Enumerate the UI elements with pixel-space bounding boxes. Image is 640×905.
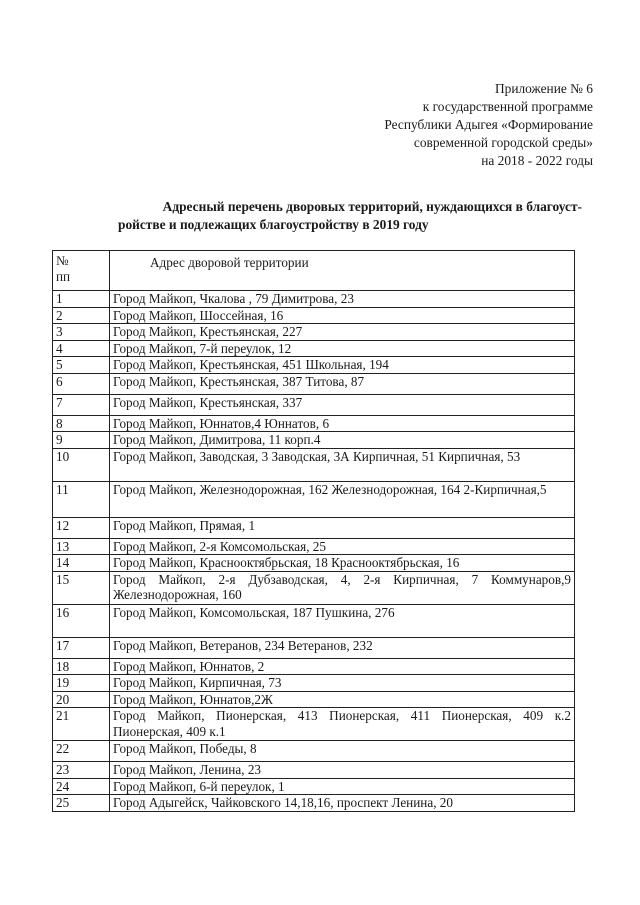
table-row [53, 778, 575, 795]
row-address: Город Майкоп, 2-я Комсомольская, 25 [110, 538, 575, 555]
row-address: Город Майкоп, Ленина, 23 [110, 762, 575, 779]
row-address: Город Майкоп, Ветеранов, 234 Ветеранов, 232 [110, 637, 575, 658]
row-address: Город Майкоп, 7-й переулок, 12 [110, 340, 575, 357]
row-number: 14 [53, 555, 110, 572]
row-address: Город Майкоп, Крестьянская, 387 Титова, 87 [110, 373, 575, 394]
annex-header [384, 80, 593, 170]
annex-line-1: Приложение № 6 [494, 81, 593, 96]
row-address: Город Майкоп, Комсомольская, 187 Пушкина, 276 [110, 604, 575, 637]
row-number: 7 [53, 394, 110, 415]
row-number: 17 [53, 637, 110, 658]
table-row [53, 448, 575, 481]
table-row [53, 691, 575, 708]
table-row [53, 394, 575, 415]
table-row [53, 708, 575, 741]
header-number [53, 251, 110, 291]
row-address: Город Майкоп, Юннатов, 2 [110, 658, 575, 675]
header-number-label: № пп [56, 253, 71, 284]
row-number: 10 [53, 448, 110, 481]
row-number: 15 [53, 571, 110, 604]
row-address: Город Майкоп, Димитрова, 11 корп.4 [110, 432, 575, 449]
row-number: 16 [53, 604, 110, 637]
table-row [53, 658, 575, 675]
table-row [53, 675, 575, 692]
title-line-1: Адресный перечень дворовых территорий, нуждающихся в благоуст- [162, 199, 582, 214]
row-address: Город Майкоп, Крестьянская, 337 [110, 394, 575, 415]
annex-line-5: на 2018 - 2022 годы [481, 153, 593, 168]
table-row [53, 741, 575, 762]
table-row [53, 432, 575, 449]
table-row [53, 481, 575, 517]
row-number: 3 [53, 324, 110, 341]
header-address: Адрес дворовой территории [110, 251, 575, 291]
table-row [53, 357, 575, 374]
row-address: Город Адыгейск, Чайковского 14,18,16, проспект Ленина, 20 [110, 795, 575, 812]
row-address: Город Майкоп, Заводская, 3 Заводская, 3А Кирпичная, 51 Кирпичная, 53 [110, 448, 575, 481]
table-row [53, 571, 575, 604]
row-number: 24 [53, 778, 110, 795]
annex-line-3: Республики Адыгея «Формирование [384, 117, 593, 132]
row-number: 25 [53, 795, 110, 812]
row-address: Город Майкоп, Шоссейная, 16 [110, 307, 575, 324]
annex-line-2: к государственной программе [422, 99, 593, 114]
table-row [53, 762, 575, 779]
row-address: Город Майкоп, Прямая, 1 [110, 517, 575, 538]
row-number: 12 [53, 517, 110, 538]
table-row [53, 373, 575, 394]
table-row [53, 538, 575, 555]
table-row [53, 555, 575, 572]
row-number: 21 [53, 708, 110, 741]
row-number: 18 [53, 658, 110, 675]
annex-line-4: современной городской среды» [413, 135, 593, 150]
row-number: 8 [53, 415, 110, 432]
row-address: Город Майкоп, Юннатов,4 Юннатов, 6 [110, 415, 575, 432]
row-number: 20 [53, 691, 110, 708]
row-address: Город Майкоп, 2-я Дубзаводская, 4, 2-я Кирпичная, 7 Коммунаров,9 Железнодорожная, 160 [110, 571, 575, 604]
table-row [53, 307, 575, 324]
title-line-2: ройстве и подлежащих благоустройству в 2019 году [118, 217, 429, 232]
row-number: 19 [53, 675, 110, 692]
row-address: Город Майкоп, Железнодорожная, 162 Железнодорожная, 164 2-Кирпичная,5 [110, 481, 575, 517]
row-number: 11 [53, 481, 110, 517]
row-address: Город Майкоп, Победы, 8 [110, 741, 575, 762]
table-row [53, 340, 575, 357]
row-number: 13 [53, 538, 110, 555]
table-row [53, 637, 575, 658]
row-address: Город Майкоп, Юннатов,2Ж [110, 691, 575, 708]
row-number: 5 [53, 357, 110, 374]
row-number: 6 [53, 373, 110, 394]
table-header-row [53, 251, 575, 291]
row-address: Город Майкоп, 6-й переулок, 1 [110, 778, 575, 795]
row-number: 4 [53, 340, 110, 357]
table-row [53, 324, 575, 341]
table-row [53, 291, 575, 308]
row-address: Город Майкоп, Чкалова , 79 Димитрова, 23 [110, 291, 575, 308]
row-number: 22 [53, 741, 110, 762]
table-row [53, 604, 575, 637]
document-title [60, 198, 590, 234]
row-number: 2 [53, 307, 110, 324]
row-address: Город Майкоп, Пионерская, 413 Пионерская, 411 Пионерская, 409 к.2 Пионерская, 409 к.1 [110, 708, 575, 741]
row-address: Город Майкоп, Краснооктябрьская, 18 Краснооктябрьская, 16 [110, 555, 575, 572]
table-row [53, 795, 575, 812]
table-row [53, 517, 575, 538]
row-address: Город Майкоп, Кирпичная, 73 [110, 675, 575, 692]
address-table [52, 250, 575, 812]
row-number: 23 [53, 762, 110, 779]
row-number: 9 [53, 432, 110, 449]
row-number: 1 [53, 291, 110, 308]
table-row [53, 415, 575, 432]
row-address: Город Майкоп, Крестьянская, 451 Школьная, 194 [110, 357, 575, 374]
row-address: Город Майкоп, Крестьянская, 227 [110, 324, 575, 341]
